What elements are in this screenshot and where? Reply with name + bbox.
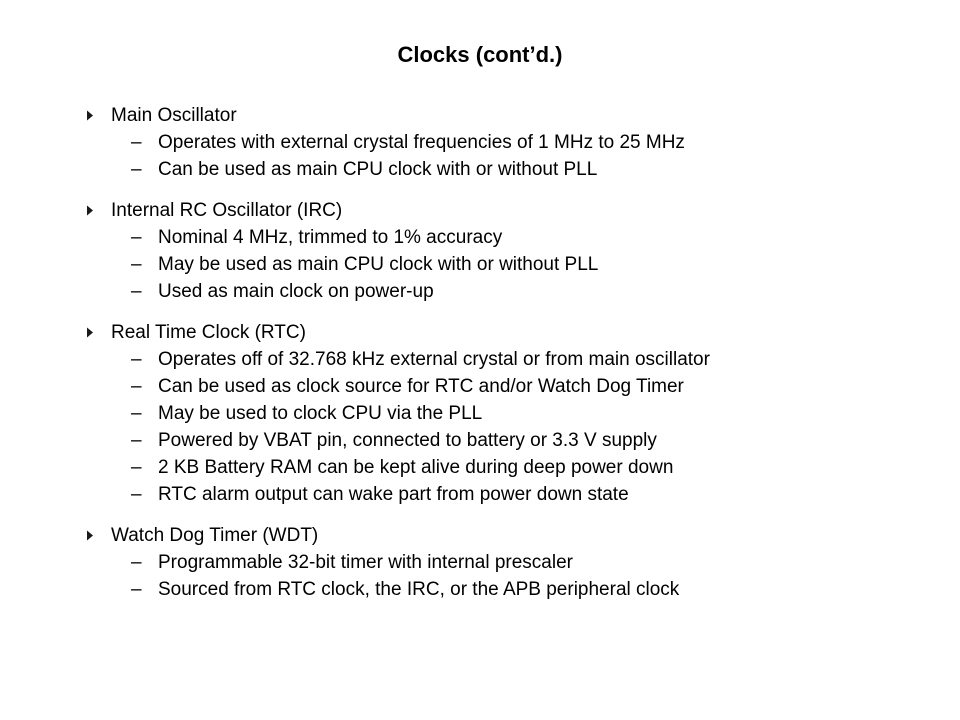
- dash-marker: –: [131, 457, 142, 478]
- dash-marker: –: [131, 227, 142, 248]
- sub-item: [86, 129, 946, 156]
- bullet-item: [86, 522, 946, 549]
- sub-list: [86, 129, 946, 183]
- sub-item: [86, 454, 946, 481]
- triangle-right-icon: [86, 205, 111, 216]
- sub-item-text: RTC alarm output can wake part from power down state: [158, 484, 629, 505]
- sub-item: [86, 427, 946, 454]
- sub-item: [86, 549, 946, 576]
- sub-item: [86, 400, 946, 427]
- bullet-item: [86, 102, 946, 129]
- section-watch-dog-timer: [86, 522, 946, 603]
- sub-item: [86, 373, 946, 400]
- dash-marker: –: [131, 281, 142, 302]
- dash-marker: –: [131, 159, 142, 180]
- sub-item-text: Nominal 4 MHz, trimmed to 1% accuracy: [158, 227, 503, 248]
- sub-item-text: Operates off of 32.768 kHz external crystal or from main oscillator: [158, 349, 710, 370]
- sub-item-text: May be used as main CPU clock with or without PLL: [158, 254, 599, 275]
- dash-marker: –: [131, 376, 142, 397]
- sub-item-text: Used as main clock on power-up: [158, 281, 434, 302]
- sub-item-text: Sourced from RTC clock, the IRC, or the APB peripheral clock: [158, 579, 680, 600]
- bullet-heading: Real Time Clock (RTC): [111, 322, 306, 343]
- bullet-heading: Watch Dog Timer (WDT): [111, 525, 319, 546]
- bullet-item: [86, 319, 946, 346]
- sub-item: [86, 278, 946, 305]
- sub-item-text: May be used to clock CPU via the PLL: [158, 403, 483, 424]
- section-real-time-clock: [86, 319, 946, 508]
- sub-item: [86, 224, 946, 251]
- page-title: Clocks (cont’d.): [397, 42, 563, 67]
- sub-item-text: Powered by VBAT pin, connected to battery or 3.3 V supply: [158, 430, 657, 451]
- dash-marker: –: [131, 403, 142, 424]
- dash-marker: –: [131, 579, 142, 600]
- sub-item: [86, 156, 946, 183]
- sub-list: [86, 224, 946, 305]
- dash-marker: –: [131, 349, 142, 370]
- dash-marker: –: [131, 132, 142, 153]
- bullet-item: [86, 197, 946, 224]
- sub-item: [86, 481, 946, 508]
- dash-marker: –: [131, 430, 142, 451]
- sub-item: [86, 251, 946, 278]
- triangle-right-icon: [86, 110, 111, 121]
- sub-item-text: Operates with external crystal frequencies of 1 MHz to 25 MHz: [158, 132, 685, 153]
- dash-marker: –: [131, 254, 142, 275]
- sub-list: [86, 549, 946, 603]
- slide-content: [86, 102, 946, 617]
- sub-item-text: Can be used as clock source for RTC and/or Watch Dog Timer: [158, 376, 684, 397]
- section-internal-rc-oscillator: [86, 197, 946, 305]
- sub-item-text: Can be used as main CPU clock with or without PLL: [158, 159, 598, 180]
- dash-marker: –: [131, 484, 142, 505]
- bullet-heading: Internal RC Oscillator (IRC): [111, 200, 343, 221]
- triangle-right-icon: [86, 530, 111, 541]
- dash-marker: –: [131, 552, 142, 573]
- triangle-right-icon: [86, 327, 111, 338]
- sub-item-text: 2 KB Battery RAM can be kept alive during deep power down: [158, 457, 674, 478]
- section-main-oscillator: [86, 102, 946, 183]
- sub-item: [86, 576, 946, 603]
- sub-list: [86, 346, 946, 508]
- sub-item: [86, 346, 946, 373]
- sub-item-text: Programmable 32-bit timer with internal prescaler: [158, 552, 573, 573]
- bullet-heading: Main Oscillator: [111, 105, 237, 126]
